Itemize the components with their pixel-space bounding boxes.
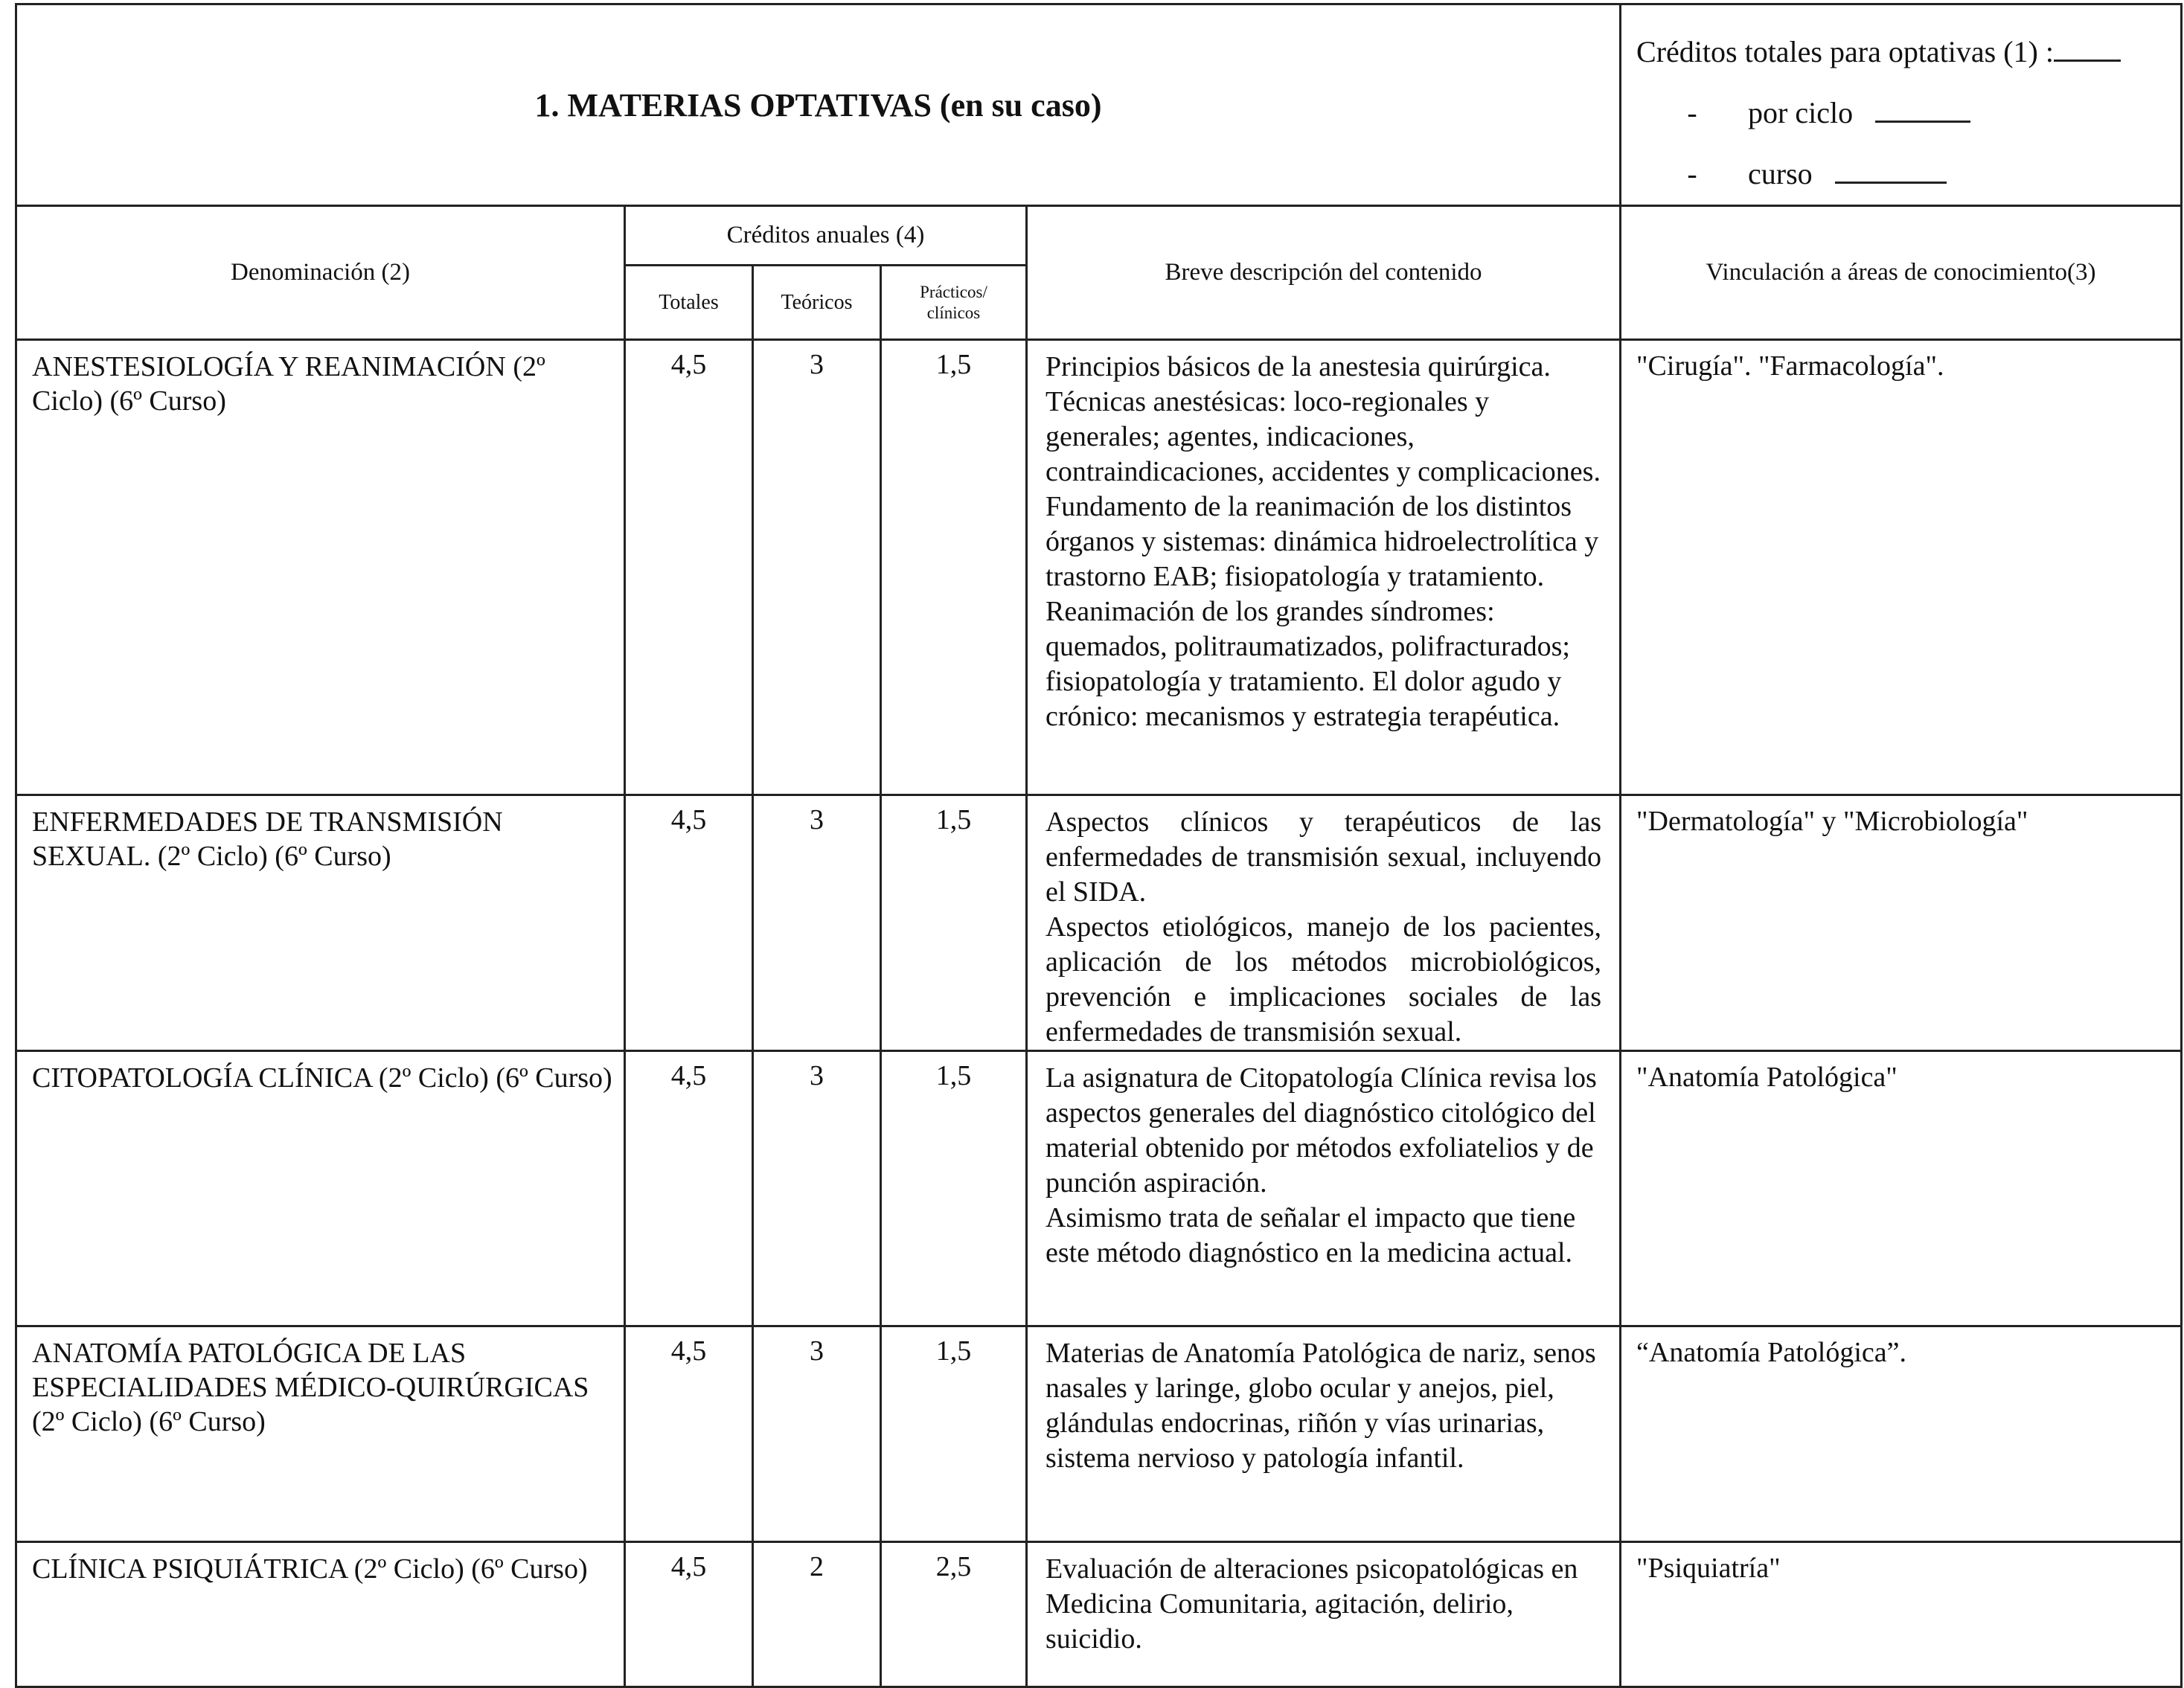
- subject-name: CLÍNICA PSIQUIÁTRICA (2º Ciclo) (6º Curso): [16, 1542, 625, 1687]
- credits-totales: 4,5: [625, 1326, 753, 1542]
- header-row-1: [16, 206, 2182, 266]
- credits-totales: 4,5: [625, 340, 753, 795]
- dash-2: -: [1687, 157, 1697, 190]
- subject-description: [1027, 795, 1621, 1051]
- knowledge-areas: “Anatomía Patológica”.: [1621, 1326, 2182, 1542]
- col-header-teoricos: Teóricos: [753, 266, 881, 340]
- table-row: [16, 340, 2182, 795]
- credits-teoricos: 2: [753, 1542, 881, 1687]
- por-ciclo-label: por ciclo: [1748, 96, 1854, 129]
- credits-practicos: 1,5: [881, 1051, 1027, 1326]
- por-ciclo-blank: [1875, 94, 1970, 123]
- credits-teoricos: 3: [753, 340, 881, 795]
- credits-totales: 4,5: [625, 795, 753, 1051]
- table-row: [16, 795, 2182, 1051]
- credits-practicos: 2,5: [881, 1542, 1027, 1687]
- credits-practicos: 1,5: [881, 1326, 1027, 1542]
- subject-description: [1027, 1051, 1621, 1326]
- credits-totales: 4,5: [625, 1051, 753, 1326]
- credits-practicos: 1,5: [881, 340, 1027, 795]
- page-title: 1. MATERIAS OPTATIVAS (en su caso): [534, 86, 1102, 123]
- title-cell: [16, 4, 1621, 206]
- table-row: [16, 1051, 2182, 1326]
- curso-label: curso: [1748, 157, 1813, 190]
- col-header-practicos-line-1: Prácticos/: [920, 282, 987, 301]
- subject-name: CITOPATOLOGÍA CLÍNICA (2º Ciclo) (6º Curso): [16, 1051, 625, 1326]
- totals-line: [1636, 22, 2168, 83]
- subject-name: ENFERMEDADES DE TRANSMISIÓN SEXUAL. (2º Ciclo) (6º Curso): [16, 795, 625, 1051]
- title-row: [16, 4, 2182, 206]
- col-header-practicos: [881, 266, 1027, 340]
- col-header-denominacion: Denominación (2): [16, 206, 625, 340]
- subject-description: Evaluación de alteraciones psicopatológicas en Medicina Comunitaria, agitación, delirio, suicidio.: [1027, 1542, 1621, 1687]
- knowledge-areas: "Dermatología" y "Microbiología": [1621, 795, 2182, 1051]
- curso-blank: [1835, 155, 1947, 184]
- credits-teoricos: 3: [753, 795, 881, 1051]
- credits-teoricos: 3: [753, 1326, 881, 1542]
- col-header-totales: Totales: [625, 266, 753, 340]
- credits-practicos: 1,5: [881, 795, 1027, 1051]
- col-header-descripcion: Breve descripción del contenido: [1027, 206, 1621, 340]
- credits-totales: 4,5: [625, 1542, 753, 1687]
- subject-name: ANESTESIOLOGÍA Y REANIMACIÓN (2º Ciclo) (6º Curso): [16, 340, 625, 795]
- curso-line: [1636, 144, 2168, 205]
- description-paragraph-1: La asignatura de Citopatología Clínica revisa los aspectos generales del diagnóstico citológico del material obtenido por métodos exfoliatelios y de punción aspiración.: [1045, 1062, 1597, 1198]
- col-header-vinculacion: Vinculación a áreas de conocimiento(3): [1621, 206, 2182, 340]
- credit-totals-box: [1621, 4, 2182, 206]
- col-header-creditos: Créditos anuales (4): [625, 206, 1027, 266]
- subject-description: Principios básicos de la anestesia quirúrgica. Técnicas anestésicas: loco-regionales y generales; agentes, indicaciones, contraindicaciones, accidentes y complicaciones. Fundamento de la reanimación de los distintos órganos y sistemas: dinámica hidroelectrolítica y trastorno EAB; fisiopatología y tratamiento. Reanimación de los grandes síndromes: quemados, politraumatizados, polifracturados; fisiopatología y tratamiento. El dolor agudo y crónico: mecanismos y estrategia terapéutica.: [1027, 340, 1621, 795]
- description-paragraph-1: Aspectos clínicos y terapéuticos de las enfermedades de transmisión sexual, incluyendo el SIDA.: [1045, 806, 1602, 908]
- totals-blank: [2054, 33, 2121, 62]
- description-paragraph-2: Aspectos etiológicos, manejo de los pacientes, aplicación de los métodos microbiológicos, prevención e implicaciones sociales de las enfermedades de transmisión sexual.: [1045, 911, 1602, 1047]
- description-paragraph-2: Asimismo trata de señalar el impacto que tiene este método diagnóstico en la medicina actual.: [1045, 1202, 1576, 1268]
- subject-description: Materias de Anatomía Patológica de nariz, senos nasales y laringe, globo ocular y anejos, piel, glándulas endocrinas, riñón y vías urinarias, sistema nervioso y patología infantil.: [1027, 1326, 1621, 1542]
- por-ciclo-line: [1636, 83, 2168, 144]
- dash-1: -: [1687, 96, 1697, 129]
- totals-label: Créditos totales para optativas (1) :: [1636, 35, 2054, 68]
- subject-name: ANATOMÍA PATOLÓGICA DE LAS ESPECIALIDADES MÉDICO-QUIRÚRGICAS (2º Ciclo) (6º Curso): [16, 1326, 625, 1542]
- credits-teoricos: 3: [753, 1051, 881, 1326]
- knowledge-areas: "Anatomía Patológica": [1621, 1051, 2182, 1326]
- table-row: [16, 1542, 2182, 1687]
- optativas-table: [15, 3, 2183, 1688]
- knowledge-areas: "Cirugía". "Farmacología".: [1621, 340, 2182, 795]
- knowledge-areas: "Psiquiatría": [1621, 1542, 2182, 1687]
- col-header-practicos-line-2: clínicos: [926, 303, 981, 322]
- table-row: [16, 1326, 2182, 1542]
